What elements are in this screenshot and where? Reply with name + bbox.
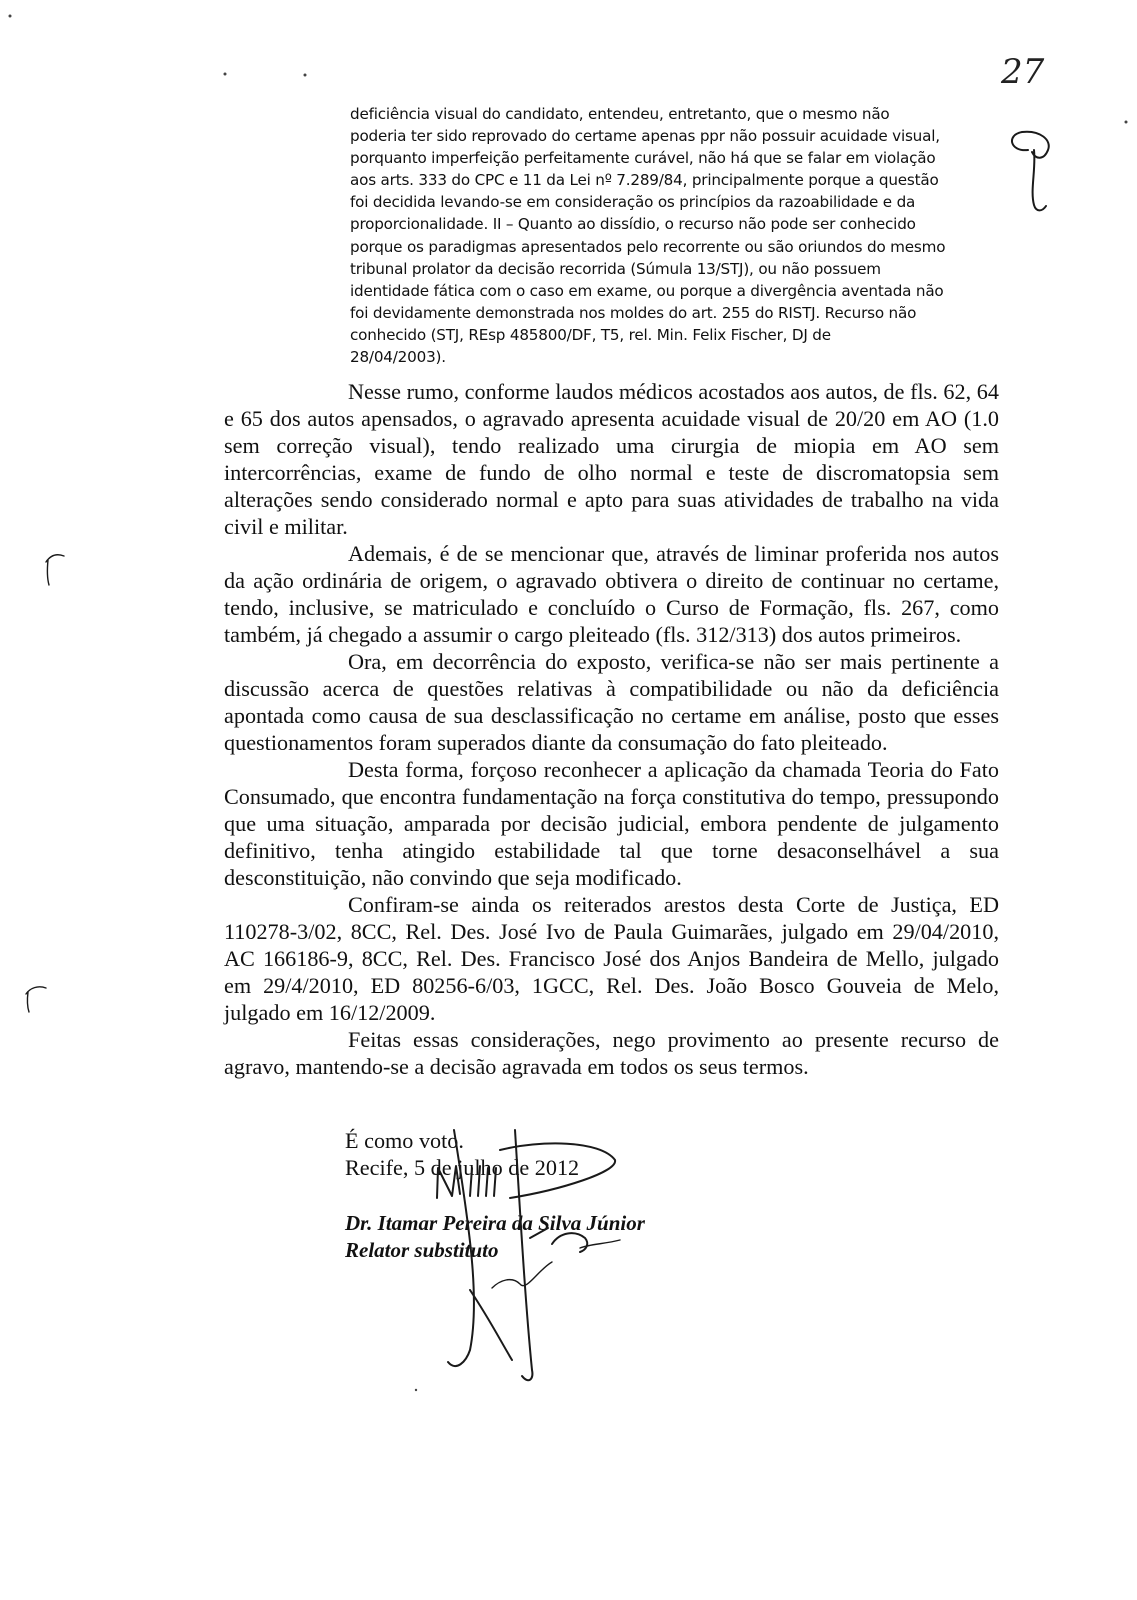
- quote-line: 28/04/2003).: [350, 348, 446, 367]
- quote-line: foi devidamente demonstrada nos moldes do art. 255 do RISTJ. Recurso não: [350, 303, 917, 322]
- body-paragraph: Ora, em decorrência do exposto, verifica-se não ser mais pertinente a discussão acerca de questões relativas à compatibilidade ou não da deficiência apontada como causa de sua desclassificação no certame em análise, posto que esses questionamentos foram superados diante da consumação do fato pleiteado.: [224, 649, 999, 755]
- quote-line: tribunal prolator da decisão recorrida (Súmula 13/STJ), ou não possuem: [350, 259, 881, 278]
- quote-line: poderia ter sido reprovado do certame apenas ppr não possuir acuidade visual,: [350, 127, 940, 146]
- body-paragraph: Nesse rumo, conforme laudos médicos acostados aos autos, de fls. 62, 64 e 65 dos autos apensados, o agravado apresenta acuidade visual de 20/20 em AO (1.0 sem correção visual), tendo realizado uma cirurgia de miopia em AO sem intercorrências, exame de fundo de olho normal e teste de discromatopsia sem alterações sendo considerado normal e apto para suas atividades de trabalho na vida civil e militar.: [224, 379, 999, 539]
- body-paragraph: Confiram-se ainda os reiterados arestos desta Corte de Justiça, ED 110278-3/02, 8CC, Rel. Des. José Ivo de Paula Guimarães, julgado em 29/04/2010, AC 166186-9, 8CC, Rel. Des. Francisco José dos Anjos Bandeira de Mello, julgado em 29/4/2010, ED 80256-6/03, 1GCC, Rel. Des. João Bosco Gouveia de Melo, julgado em 16/12/2009.: [224, 892, 999, 1025]
- closing-block: [345, 1127, 579, 1181]
- quote-line: conhecido (STJ, REsp 485800/DF, T5, rel. Min. Felix Fischer, DJ de: [350, 325, 831, 344]
- signatory-block: [345, 1210, 645, 1264]
- quote-line: porque os paradigmas apresentados pelo recorrente ou são oriundos do mesmo: [350, 237, 946, 256]
- signatory-name: Dr. Itamar Pereira da Silva Júnior: [345, 1211, 645, 1235]
- quote-line: identidade fática com o caso em exame, ou porque a divergência aventada não: [350, 281, 944, 300]
- vote-body: [224, 378, 999, 1080]
- signatory-role: Relator substituto: [345, 1238, 499, 1262]
- quote-line: deficiência visual do candidato, entendeu, entretanto, que o mesmo não: [350, 105, 890, 123]
- folio-mark: [995, 50, 1075, 210]
- margin-mark-icon: [26, 555, 64, 1012]
- place-date: Recife, 5 de julho de 2012: [345, 1155, 580, 1180]
- quote-line: aos arts. 333 do CPC e 11 da Lei nº 7.289/84, principalmente porque a questão: [350, 171, 939, 190]
- quote-line: proporcionalidade. II – Quanto ao dissídio, o recurso não pode ser conhecido: [350, 215, 916, 234]
- quote-line: porquanto imperfeição perfeitamente curável, não há que se falar em violação: [350, 149, 936, 168]
- body-paragraph: Desta forma, forçoso reconhecer a aplicação da chamada Teoria do Fato Consumado, que encontra fundamentação na força constitutiva do tempo, pressupondo que uma situação, amparada por decisão judicial, embora pendente de julgamento definitivo, tenha atingido estabilidade tal que torne desaconselhável a sua desconstituição, não convindo que seja modificado.: [224, 757, 999, 890]
- quote-line: foi decidida levando-se em consideração os princípios da razoabilidade e da: [350, 193, 916, 212]
- jurisprudence-quote: [350, 103, 1000, 368]
- body-paragraph: Ademais, é de se mencionar que, através de liminar proferida nos autos da ação ordinária de origem, o agravado obtivera o direito de continuar no certame, tendo, inclusive, se matriculado e concluído o Curso de Formação, fls. 267, como também, já chegado a assumir o cargo pleiteado (fls. 312/313) dos autos primeiros.: [224, 541, 999, 647]
- closing-vote: É como voto.: [345, 1128, 464, 1153]
- folio-number: 27: [1001, 52, 1045, 92]
- body-paragraph: Feitas essas considerações, nego provimento ao presente recurso de agravo, mantendo-se a decisão agravada em todos os seus termos.: [224, 1027, 999, 1079]
